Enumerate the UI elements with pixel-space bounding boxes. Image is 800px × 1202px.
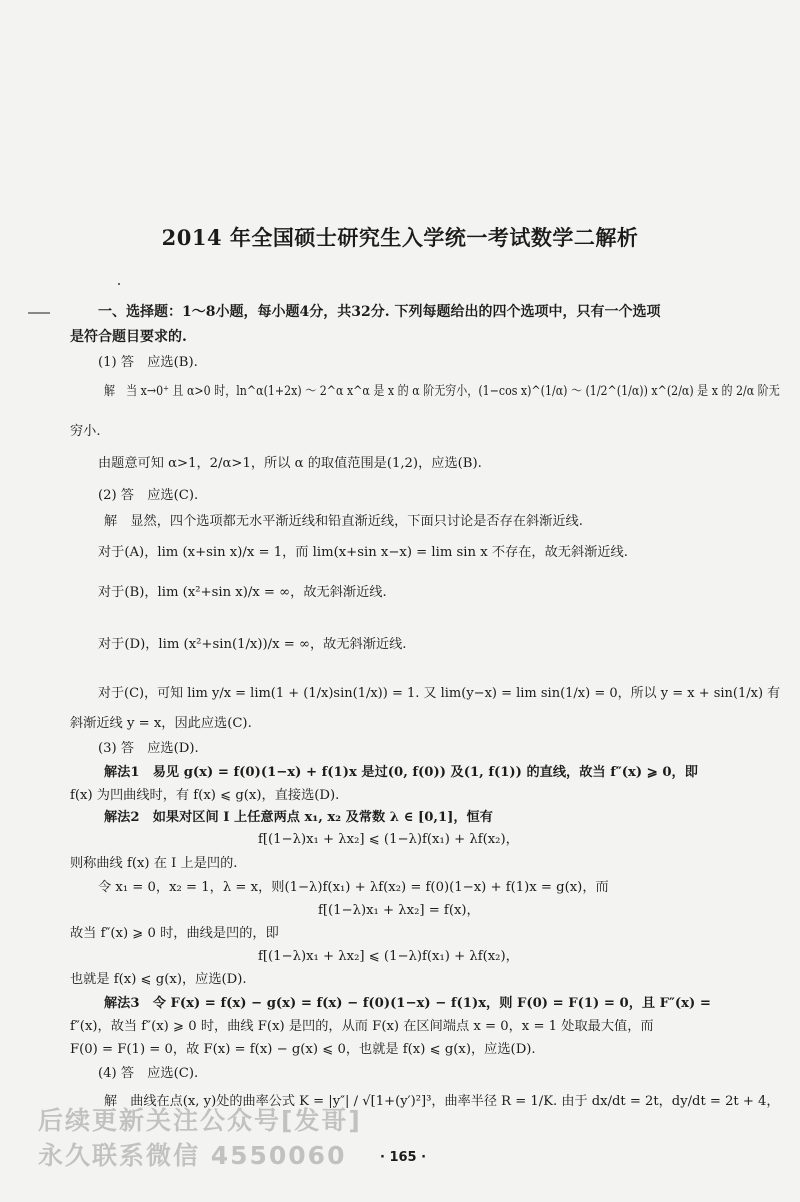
solution-1: 解 当 x→0⁺ 且 α>0 时，ln^α(1+2x) ～ 2^α x^α 是 x 的 α 阶无穷小，(1−cos x)^(1/α) ～ (1/2^(1/α)) x^(2/α) 是 x 的 2/α 阶无 <box>104 384 780 399</box>
section-heading-cont: 是符合题目要求的. <box>70 329 187 345</box>
page-number: · 165 · <box>380 1150 427 1165</box>
solution-3-therefore: 故当 f″(x) ⩾ 0 时，曲线是凹的，即 <box>70 926 279 941</box>
solution-3-method-3-cont: f″(x)，故当 f″(x) ⩾ 0 时，曲线 F(x) 是凹的，从而 F(x) 在区间端点 x = 0，x = 1 处取最大值，而 <box>70 1019 654 1034</box>
scan-dot <box>118 283 120 285</box>
scan-mark <box>28 312 50 314</box>
solution-4: 解 曲线在点(x, y)处的曲率公式 K = |y″| / √[1+(y′)²]³，曲率半径 R = 1/K. 由于 dx/dt = 2t，dy/dt = 2t + 4， <box>104 1094 780 1109</box>
solution-3-convex-def: 则称曲线 f(x) 在 I 上是凹的. <box>70 856 238 871</box>
solution-3-method-2: 解法2 如果对区间 I 上任意两点 x₁, x₂ 及常数 λ ∈ [0,1]，恒有 <box>104 810 493 825</box>
formula-fx: f[(1−λ)x₁ + λx₂] = f(x)， <box>318 903 480 918</box>
solution-2-a: 对于(A)，lim (x+sin x)/x = 1，而 lim(x+sin x−x) = lim sin x 不存在，故无斜渐近线. <box>98 545 628 560</box>
page-title: 2014 年全国硕士研究生入学统一考试数学二解析 <box>161 225 639 250</box>
formula-convex-2: f[(1−λ)x₁ + λx₂] ⩽ (1−λ)f(x₁) + λf(x₂)， <box>258 949 519 964</box>
solution-2-d: 对于(D)，lim (x²+sin(1/x))/x = ∞，故无斜渐近线. <box>98 637 407 652</box>
solution-3-method-3: 解法3 令 F(x) = f(x) − g(x) = f(x) − f(0)(1−x) − f(1)x，则 F(0) = F(1) = 0，且 F″(x) = <box>104 996 711 1011</box>
solution-1-range: 由题意可知 α>1，2/α>1，所以 α 的取值范围是(1,2)，应选(B). <box>98 456 482 471</box>
watermark-line-1: 后续更新关注公众号[发哥] <box>38 1106 362 1135</box>
solution-3-method-1-cont: f(x) 为凹曲线时，有 f(x) ⩽ g(x)，直接选(D). <box>70 788 340 803</box>
solution-1-cont: 穷小. <box>70 424 101 439</box>
answer-4: (4) 答 应选(C). <box>98 1066 199 1081</box>
solution-2: 解 显然，四个选项都无水平渐近线和铅直渐近线，下面只讨论是否存在斜渐近线. <box>104 514 583 529</box>
solution-3-substitution: 令 x₁ = 0，x₂ = 1，λ = x，则(1−λ)f(x₁) + λf(x₂) = f(0)(1−x) + f(1)x = g(x)，而 <box>98 880 609 895</box>
answer-3: (3) 答 应选(D). <box>98 741 199 756</box>
section-heading: 一、选择题：1～8小题，每小题4分，共32分. 下列每题给出的四个选项中，只有一个选项 <box>98 304 661 320</box>
solution-3-method-3-end: F(0) = F(1) = 0，故 F(x) = f(x) − g(x) ⩽ 0，也就是 f(x) ⩽ g(x)，应选(D). <box>70 1042 536 1057</box>
answer-1: (1) 答 应选(B). <box>98 355 198 370</box>
watermark-line-2: 永久联系微信 4550060 <box>38 1141 347 1170</box>
solution-3-method-1: 解法1 易见 g(x) = f(0)(1−x) + f(1)x 是过(0, f(0)) 及(1, f(1)) 的直线，故当 f″(x) ⩾ 0，即 <box>104 765 698 780</box>
solution-2-c-cont: 斜渐近线 y = x，因此应选(C). <box>70 716 252 731</box>
solution-3-conclusion: 也就是 f(x) ⩽ g(x)，应选(D). <box>70 972 247 987</box>
formula-convex-1: f[(1−λ)x₁ + λx₂] ⩽ (1−λ)f(x₁) + λf(x₂)， <box>258 832 519 847</box>
answer-2: (2) 答 应选(C). <box>98 488 199 503</box>
solution-2-b: 对于(B)，lim (x²+sin x)/x = ∞，故无斜渐近线. <box>98 585 387 600</box>
solution-2-c: 对于(C)，可知 lim y/x = lim(1 + (1/x)sin(1/x)) = 1. 又 lim(y−x) = lim sin(1/x) = 0，所以 y = x + sin(1/x) 有 <box>98 686 781 701</box>
